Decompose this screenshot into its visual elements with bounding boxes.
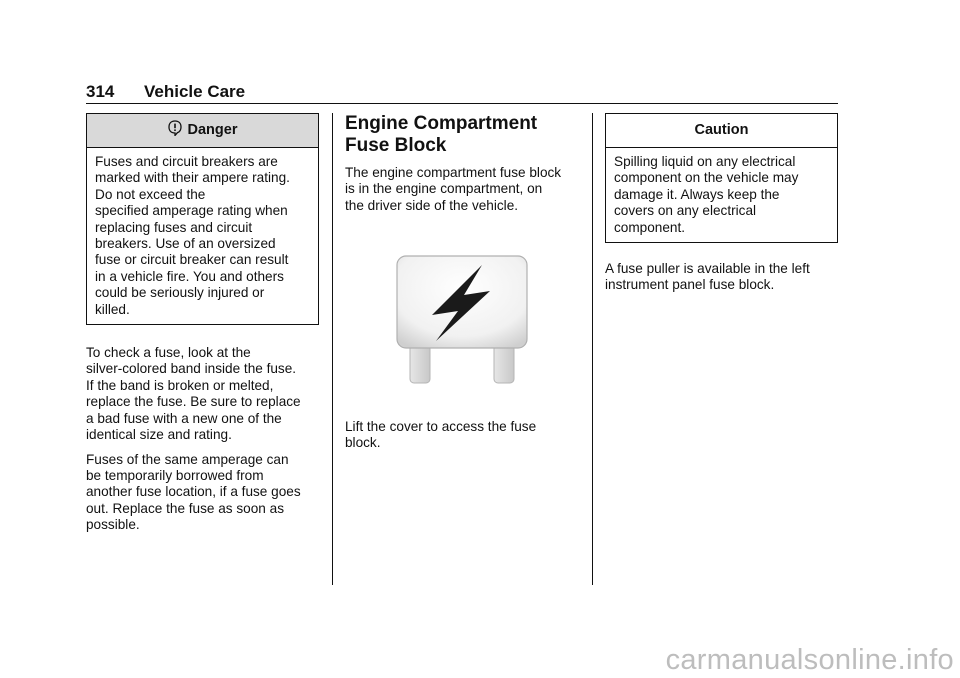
- caution-line: covers on any electrical: [614, 203, 757, 219]
- watermark: carmanualsonline.info: [665, 644, 954, 676]
- fuse-block-intro: The engine compartment fuse block is in the engine compartment, on the driver side of the vehicle.: [345, 165, 562, 213]
- section-heading: Engine Compartment Fuse Block: [345, 113, 538, 156]
- caution-line: Spilling liquid on any electrical: [614, 154, 796, 169]
- danger-line: marked with their ampere rating.: [95, 170, 290, 186]
- danger-line: Do not exceed the: [95, 186, 206, 202]
- danger-line: in a vehicle fire. You and others: [95, 268, 284, 284]
- fuse-puller-paragraph: A fuse puller is available in the left instrument panel fuse block.: [605, 261, 810, 293]
- danger-line: specified amperage rating when: [95, 203, 288, 219]
- left-column: [86, 113, 319, 542]
- fuse-lightning-icon: [396, 255, 528, 387]
- header-rule: [86, 103, 838, 104]
- caution-line: damage it. Always keep the: [614, 186, 780, 202]
- page-header: [86, 82, 838, 102]
- caution-line: component on the vehicle may: [614, 170, 799, 186]
- column-divider: [592, 113, 593, 585]
- danger-line: could be seriously injured or: [95, 285, 265, 301]
- fuse-check-paragraph: To check a fuse, look at the silver-colored band inside the fuse. If the band is broken or melted, replace the fuse. Be sure to replace a bad fuse with a new one of the identical size and rating.: [86, 345, 301, 443]
- column-divider: [332, 113, 333, 585]
- warning-icon: [168, 120, 182, 136]
- lift-cover-paragraph: Lift the cover to access the fuse block.: [345, 419, 537, 451]
- danger-line: Fuses and circuit breakers are: [95, 154, 278, 169]
- danger-line: breakers. Use of an oversized: [95, 236, 276, 252]
- danger-title: Danger: [187, 122, 238, 138]
- danger-header: [87, 114, 318, 148]
- caution-body: [606, 148, 837, 242]
- page-number: 314: [86, 82, 115, 101]
- right-column: [605, 113, 838, 302]
- caution-header: Caution: [606, 114, 837, 148]
- danger-body: [87, 148, 318, 324]
- danger-line: replacing fuses and circuit: [95, 219, 253, 235]
- caution-line: component.: [614, 219, 686, 235]
- middle-column: [345, 113, 580, 585]
- section-title: Vehicle Care: [144, 82, 246, 101]
- danger-line: killed.: [95, 301, 130, 317]
- fuse-borrow-paragraph: Fuses of the same amperage can be temporarily borrowed from another fuse location, if a fuse goes out. Replace the fuse as soon as possible.: [86, 451, 301, 533]
- caution-box: [605, 113, 838, 243]
- danger-line: fuse or circuit breaker can result: [95, 252, 289, 268]
- danger-box: [86, 113, 319, 325]
